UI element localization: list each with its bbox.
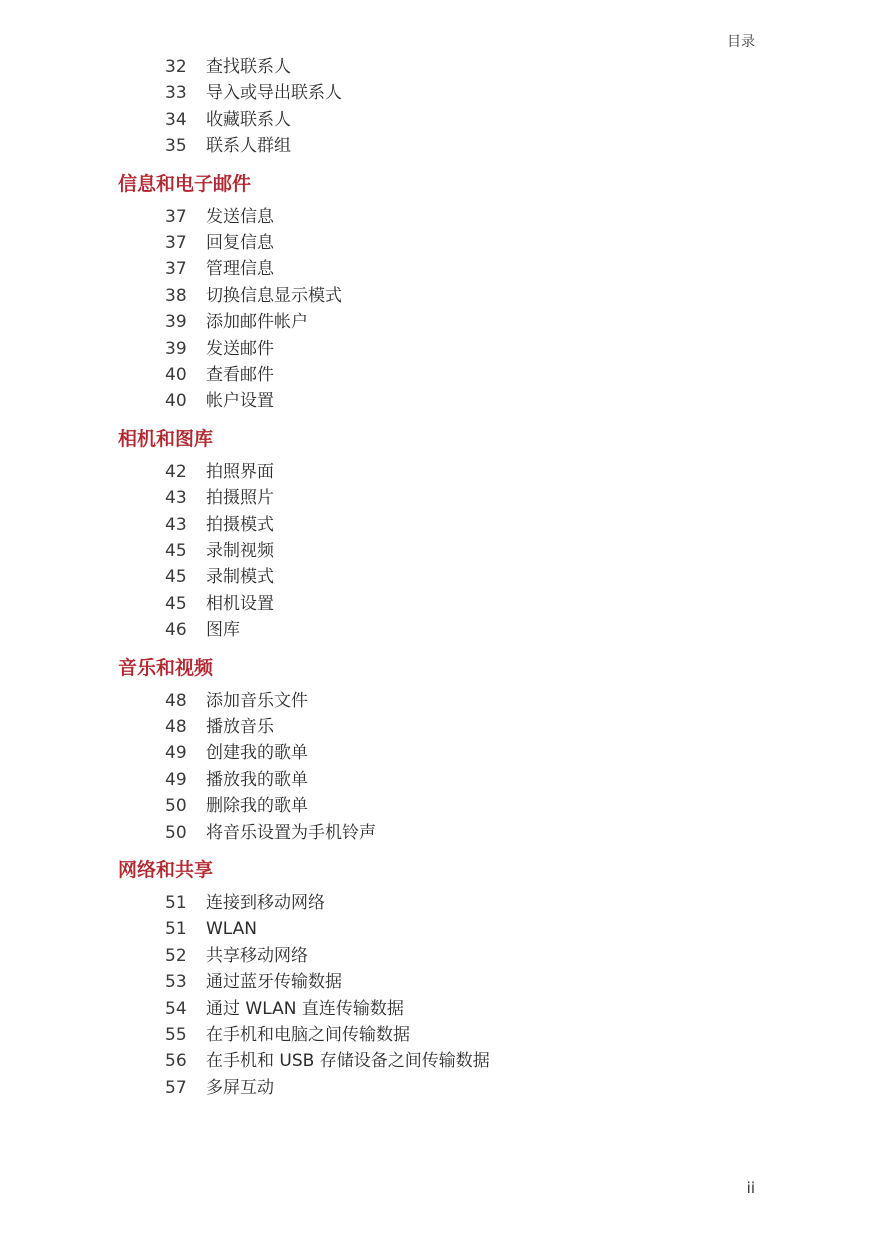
- toc-entry-title: 删除我的歌单: [206, 796, 308, 817]
- toc-entry-title: 查看邮件: [206, 365, 274, 385]
- toc-entry[interactable]: [165, 689, 308, 713]
- toc-page-number: 51: [165, 919, 187, 940]
- toc-entry[interactable]: [165, 205, 274, 229]
- toc-page-number: 50: [165, 796, 187, 817]
- toc-entry[interactable]: [165, 337, 274, 361]
- toc-entry[interactable]: [165, 460, 274, 484]
- toc-entry-title: 将音乐设置为手机铃声: [206, 822, 376, 843]
- toc-entry[interactable]: [165, 715, 274, 739]
- toc-page-number: 51: [165, 893, 187, 913]
- toc-entry-title: 拍摄模式: [206, 514, 274, 535]
- section-heading: 相机和图库: [118, 427, 214, 450]
- toc-entry[interactable]: [165, 592, 274, 616]
- toc-entry[interactable]: [165, 231, 274, 255]
- toc-entry-title: 连接到移动网络: [206, 893, 325, 913]
- toc-page-number: 54: [165, 998, 187, 1019]
- toc-page-number: 39: [165, 312, 187, 333]
- toc-page-number: 45: [165, 567, 187, 588]
- toc-entry[interactable]: [165, 565, 274, 589]
- toc-entry[interactable]: [165, 618, 240, 642]
- toc-page-number: 33: [165, 83, 187, 104]
- toc-entry[interactable]: [165, 1023, 410, 1047]
- section-heading: 音乐和视频: [118, 656, 214, 679]
- toc-entry[interactable]: [165, 970, 342, 994]
- toc-entry[interactable]: [165, 944, 308, 968]
- toc-entry-title: 导入或导出联系人: [206, 83, 342, 104]
- toc-entry-title: 拍照界面: [206, 461, 274, 482]
- toc-page-number: 45: [165, 541, 187, 561]
- toc-entry-title: 管理信息: [206, 259, 274, 280]
- toc-entry-title: 播放我的歌单: [206, 769, 308, 790]
- toc-entry-title: 拍摄照片: [206, 488, 274, 509]
- toc-page-number: 35: [165, 136, 187, 157]
- toc-page-number: 38: [165, 285, 187, 306]
- toc-entry-title: 回复信息: [206, 233, 274, 253]
- toc-entry[interactable]: [165, 55, 291, 79]
- toc-entry-title: 帐户设置: [206, 391, 274, 412]
- toc-page-number: 32: [165, 57, 187, 77]
- toc-entry[interactable]: [165, 81, 342, 105]
- toc-entry[interactable]: [165, 513, 274, 537]
- toc-page-number: 48: [165, 690, 187, 711]
- page-number: ii: [746, 1179, 755, 1197]
- toc-entry[interactable]: [165, 363, 274, 387]
- toc-page-number: 53: [165, 972, 187, 993]
- toc-entry-title: 播放音乐: [206, 717, 274, 737]
- toc-entry[interactable]: [165, 768, 308, 792]
- toc-page-number: 40: [165, 391, 187, 412]
- section-heading: 网络和共享: [118, 859, 214, 881]
- toc-page-number: 39: [165, 338, 187, 359]
- toc-entry[interactable]: [165, 486, 274, 510]
- toc-entry-title: 共享移动网络: [206, 945, 308, 966]
- toc-entry-title: 多屏互动: [206, 1077, 274, 1098]
- toc-page-number: 46: [165, 620, 187, 641]
- toc-page-number: 55: [165, 1025, 187, 1045]
- toc-page-number: 52: [165, 945, 187, 966]
- toc-entry[interactable]: [165, 539, 274, 563]
- toc-entry[interactable]: [165, 1049, 490, 1073]
- toc-entry[interactable]: [165, 741, 308, 765]
- toc-page-number: 48: [165, 717, 187, 737]
- toc-entry[interactable]: [165, 389, 274, 413]
- toc-entry-title: 创建我的歌单: [206, 743, 308, 764]
- toc-page-number: 56: [165, 1051, 187, 1072]
- toc-entry[interactable]: [165, 794, 308, 818]
- toc-page-number: 37: [165, 206, 187, 227]
- toc-entry[interactable]: [165, 891, 325, 915]
- toc-page-number: 43: [165, 514, 187, 535]
- toc-entry-title: 发送邮件: [206, 338, 274, 359]
- page-header: 目录: [727, 34, 755, 50]
- toc-page-number: 57: [165, 1077, 187, 1098]
- toc-entry-title: 通过蓝牙传输数据: [206, 972, 342, 993]
- toc-page-number: 50: [165, 822, 187, 843]
- toc-entry-title: WLAN: [206, 919, 258, 940]
- toc-page-number: 49: [165, 769, 187, 790]
- toc-page-number: 49: [165, 743, 187, 764]
- toc-entry-title: 发送信息: [206, 206, 274, 227]
- toc-entry[interactable]: [165, 284, 342, 308]
- toc-entry-title: 在手机和电脑之间传输数据: [206, 1025, 410, 1045]
- toc-page-number: 37: [165, 233, 187, 253]
- toc-page-number: 42: [165, 461, 187, 482]
- toc-entry-title: 在手机和 USB 存储设备之间传输数据: [206, 1051, 490, 1072]
- toc-entry-title: 相机设置: [206, 593, 274, 614]
- toc-entry-title: 切换信息显示模式: [206, 285, 342, 306]
- toc-page-number: 43: [165, 488, 187, 509]
- toc-entry[interactable]: [165, 257, 274, 281]
- toc-page-number: 40: [165, 365, 187, 385]
- toc-entry-title: 通过 WLAN 直连传输数据: [206, 998, 404, 1019]
- toc-entry-title: 联系人群组: [206, 136, 291, 157]
- toc-entry-title: 收藏联系人: [206, 109, 291, 130]
- toc-entry[interactable]: [165, 310, 308, 334]
- toc-entry[interactable]: [165, 134, 291, 158]
- toc-entry[interactable]: [165, 821, 376, 845]
- toc-entry-title: 查找联系人: [206, 57, 291, 77]
- toc-page-number: 45: [165, 593, 187, 614]
- toc-entry[interactable]: [165, 997, 404, 1021]
- toc-entry-title: 图库: [206, 620, 240, 641]
- toc-entry-title: 添加邮件帐户: [206, 312, 308, 333]
- toc-entry[interactable]: [165, 1076, 274, 1100]
- toc-entry-title: 录制视频: [206, 541, 274, 561]
- toc-entry[interactable]: [165, 917, 257, 941]
- section-heading: 信息和电子邮件: [118, 172, 252, 195]
- toc-entry-title: 添加音乐文件: [206, 690, 308, 711]
- toc-page-number: 34: [165, 109, 187, 130]
- toc-entry[interactable]: [165, 108, 291, 132]
- toc-page-number: 37: [165, 259, 187, 280]
- toc-entry-title: 录制模式: [206, 567, 274, 588]
